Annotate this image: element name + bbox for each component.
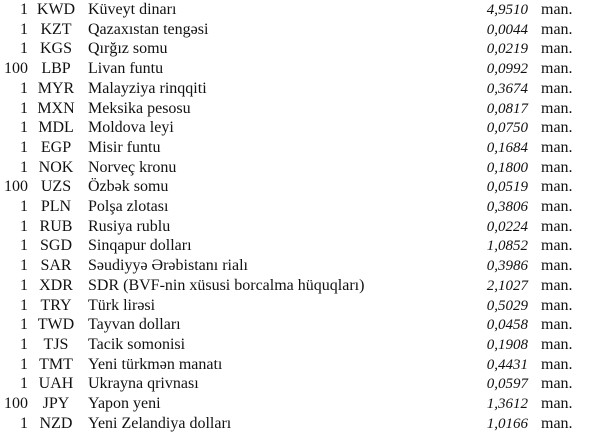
quantity-cell: 1 — [20, 79, 28, 97]
table-row — [0, 197, 590, 217]
unit-cell: man. — [541, 99, 573, 117]
rate-cell: 0,3806 — [486, 199, 528, 215]
table-row — [0, 177, 590, 197]
table-row — [0, 217, 590, 237]
unit-cell: man. — [541, 40, 573, 58]
unit-cell: man. — [541, 119, 573, 137]
unit-cell: man. — [541, 198, 573, 215]
table-row — [0, 374, 590, 394]
currency-code-cell: SAR — [40, 257, 72, 275]
quantity-cell: 1 — [20, 335, 28, 353]
currency-name-cell: Tayvan dolları — [88, 316, 181, 334]
currency-name-cell: Səudiyyə Ərəbistanı rialı — [88, 257, 248, 275]
quantity-cell: 1 — [20, 217, 28, 235]
rate-cell: 0,3986 — [486, 258, 528, 275]
currency-name-cell: Misir funtu — [88, 138, 161, 156]
currency-code-cell: TWD — [37, 316, 75, 334]
currency-name-cell: SDR (BVF-nin xüsusi borcalma hüquqları) — [88, 276, 365, 294]
unit-cell: man. — [541, 395, 573, 412]
table-row — [0, 0, 590, 20]
rate-cell: 4,9510 — [486, 2, 528, 18]
quantity-cell: 1 — [20, 119, 28, 137]
unit-cell: man. — [541, 79, 573, 97]
currency-name-cell: Küveyt dinarı — [88, 1, 177, 18]
table-row — [0, 59, 590, 79]
table-row — [0, 118, 590, 138]
rate-cell: 0,0044 — [486, 21, 528, 38]
table-row — [0, 39, 590, 59]
unit-cell: man. — [541, 20, 573, 38]
currency-code-cell: UZS — [40, 178, 72, 196]
rate-cell: 1,0852 — [486, 238, 528, 255]
rate-cell: 1,3612 — [486, 396, 528, 412]
quantity-cell: 1 — [20, 296, 28, 314]
quantity-cell: 1 — [20, 158, 28, 176]
currency-code-cell: EGP — [40, 138, 72, 156]
rate-cell: 2,1027 — [486, 277, 528, 294]
table-row — [0, 79, 590, 99]
quantity-cell: 1 — [20, 20, 28, 38]
currency-code-cell: LBP — [41, 60, 71, 78]
table-row — [0, 158, 590, 178]
quantity-cell: 1 — [20, 257, 28, 275]
quantity-cell: 1 — [20, 1, 28, 18]
table-row — [0, 355, 590, 375]
table-row — [0, 276, 590, 296]
quantity-cell: 1 — [20, 316, 28, 334]
currency-name-cell: Rusiya rublu — [88, 217, 171, 235]
rate-cell: 0,0992 — [486, 61, 528, 78]
currency-code-cell: MDL — [38, 119, 74, 137]
unit-cell: man. — [541, 237, 573, 255]
table-row — [0, 414, 590, 434]
table-row — [0, 296, 590, 316]
quantity-cell: 1 — [20, 99, 28, 117]
currency-code-cell: KWD — [36, 1, 76, 18]
rate-cell: 0,1800 — [486, 159, 528, 176]
unit-cell: man. — [541, 375, 573, 393]
rate-cell: 0,5029 — [486, 297, 528, 314]
unit-cell: man. — [541, 276, 573, 294]
unit-cell: man. — [541, 296, 573, 314]
currency-name-cell: Özbək somu — [88, 178, 169, 196]
table-row — [0, 315, 590, 335]
currency-name-cell: Yeni Zelandiya dolları — [88, 414, 232, 432]
currency-code-cell: RUB — [39, 217, 73, 235]
currency-name-cell: Ukrayna qrivnası — [88, 375, 199, 393]
quantity-cell: 1 — [20, 237, 28, 255]
currency-name-cell: Moldova leyi — [88, 119, 174, 137]
unit-cell: man. — [541, 1, 573, 18]
table-row — [0, 138, 590, 158]
currency-code-cell: UAH — [38, 375, 74, 393]
unit-cell: man. — [541, 158, 573, 176]
rate-cell: 0,0519 — [486, 179, 528, 196]
currency-code-cell: TRY — [40, 296, 72, 314]
currency-code-cell: PLN — [40, 198, 72, 215]
rate-cell: 1,0166 — [486, 415, 528, 432]
currency-code-cell: NZD — [39, 414, 73, 432]
rate-cell: 0,0750 — [486, 120, 528, 137]
currency-code-cell: MYR — [37, 79, 75, 97]
currency-code-cell: KGS — [39, 40, 72, 58]
currency-name-cell: Yeni türkmən manatı — [88, 355, 223, 373]
currency-code-cell: JPY — [42, 395, 70, 412]
currency-name-cell: Tacik somonisi — [88, 335, 186, 353]
currency-name-cell: Qırğız somu — [88, 40, 168, 58]
currency-name-cell: Norveç kronu — [88, 158, 177, 176]
quantity-cell: 100 — [4, 178, 28, 196]
unit-cell: man. — [541, 60, 573, 78]
currency-code-cell: NOK — [38, 158, 74, 176]
currency-code-cell: KZT — [40, 20, 72, 38]
currency-name-cell: Polşa zlotası — [88, 198, 169, 215]
currency-name-cell: Yapon yeni — [88, 395, 161, 412]
table-row — [0, 256, 590, 276]
table-row — [0, 20, 590, 40]
currency-name-cell: Meksika pesosu — [88, 99, 191, 117]
currency-name-cell: Malayziya rinqqiti — [88, 79, 207, 97]
quantity-cell: 1 — [20, 198, 28, 215]
unit-cell: man. — [541, 178, 573, 196]
rate-cell: 0,1908 — [486, 336, 528, 353]
unit-cell: man. — [541, 257, 573, 275]
table-row — [0, 394, 590, 414]
currency-name-cell: Qazaxıstan tengəsi — [88, 20, 209, 38]
unit-cell: man. — [541, 316, 573, 334]
rate-cell: 0,0458 — [486, 317, 528, 334]
rate-cell: 0,0597 — [486, 376, 528, 393]
quantity-cell: 1 — [20, 375, 28, 393]
currency-code-cell: TJS — [43, 335, 69, 353]
unit-cell: man. — [541, 355, 573, 373]
quantity-cell: 100 — [4, 60, 28, 78]
currency-name-cell: Türk lirəsi — [88, 296, 156, 314]
quantity-cell: 1 — [20, 355, 28, 373]
rate-cell: 0,3674 — [486, 80, 528, 97]
table-row — [0, 236, 590, 256]
currency-code-cell: XDR — [39, 276, 73, 294]
quantity-cell: 1 — [20, 414, 28, 432]
unit-cell: man. — [541, 217, 573, 235]
rate-cell: 0,4431 — [486, 356, 528, 373]
quantity-cell: 100 — [4, 395, 28, 412]
quantity-cell: 1 — [20, 276, 28, 294]
currency-name-cell: Livan funtu — [88, 60, 164, 78]
currency-name-cell: Sinqapur dolları — [88, 237, 192, 255]
rate-cell: 0,1684 — [486, 139, 528, 156]
table-row — [0, 99, 590, 119]
currency-code-cell: TMT — [39, 355, 73, 373]
rate-cell: 0,0219 — [486, 41, 528, 58]
quantity-cell: 1 — [20, 40, 28, 58]
rate-cell: 0,0817 — [486, 100, 528, 117]
unit-cell: man. — [541, 138, 573, 156]
unit-cell: man. — [541, 335, 573, 353]
currency-code-cell: SGD — [39, 237, 72, 255]
quantity-cell: 1 — [20, 138, 28, 156]
table-row — [0, 335, 590, 355]
currency-code-cell: MXN — [37, 99, 75, 117]
rate-cell: 0,0224 — [486, 218, 528, 235]
unit-cell: man. — [541, 414, 573, 432]
